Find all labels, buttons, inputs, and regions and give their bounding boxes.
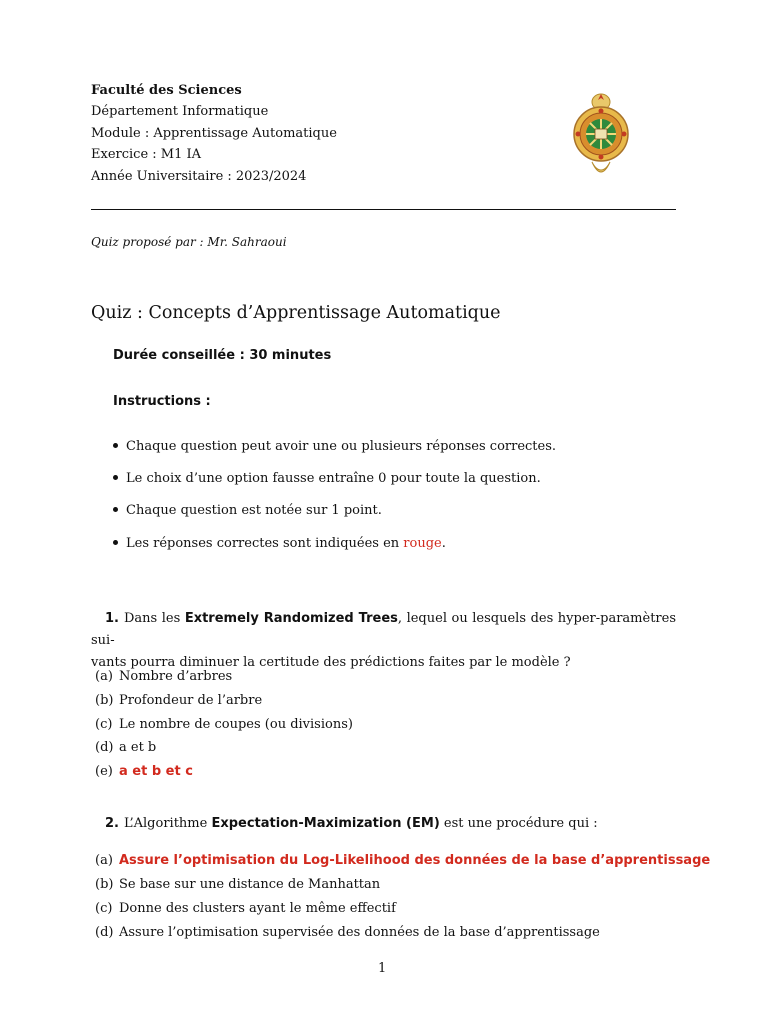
university-emblem-icon — [570, 90, 632, 182]
question-1-text: 1. Dans les Extremely Randomized Trees, lequel ou lesquels des hyper-paramètres sui- vants pourra diminuer la certitude des prédictions faites par le modèle ? — [91, 611, 676, 670]
duration: Durée conseillée : 30 minutes — [113, 348, 332, 363]
department-name: Département Informatique — [91, 104, 269, 119]
bullet-icon — [113, 507, 118, 512]
instruction-item: Chaque question peut avoir une ou plusieurs réponses correctes. — [113, 439, 556, 454]
question-2-correct-option: (a) Assure l’optimisation du Log-Likelihood des données de la base d’apprentissage — [95, 853, 711, 868]
question-1-option: (a) Nombre d’arbres — [95, 669, 233, 684]
exercise-name: Exercice : M1 IA — [91, 147, 202, 162]
bullet-icon — [113, 475, 118, 480]
question-2-option: (b) Se base sur une distance de Manhattan — [95, 877, 381, 892]
bullet-icon — [113, 443, 118, 448]
question-2-option: (c) Donne des clusters ayant le même effectif — [95, 901, 396, 916]
question-1-option: (c) Le nombre de coupes (ou divisions) — [95, 717, 353, 732]
question-1-option: (d) a et b — [95, 740, 157, 755]
question-2-keyword: Expectation-Maximization (EM) — [211, 816, 440, 831]
instruction-item: Les réponses correctes sont indiquées en rouge. — [113, 536, 446, 551]
question-2-text: 2. L’Algorithme Expectation-Maximization (EM) est une procédure qui : — [105, 816, 598, 831]
header-divider — [91, 209, 676, 210]
question-1-option: (b) Profondeur de l’arbre — [95, 693, 263, 708]
question-2-option: (d) Assure l’optimisation supervisée des données de la base d’apprentissage — [95, 925, 600, 940]
instruction-item: Chaque question est notée sur 1 point. — [113, 503, 382, 518]
question-1-correct-option: (e) a et b et c — [95, 764, 193, 779]
author-line: Quiz proposé par : Mr. Sahraoui — [91, 235, 287, 249]
instructions-heading: Instructions : — [113, 394, 211, 409]
question-1-keyword: Extremely Randomized Trees — [184, 611, 398, 626]
page-number: 1 — [378, 961, 387, 976]
bullet-icon — [113, 540, 118, 545]
red-legend: rouge — [403, 536, 442, 551]
faculty-name: Faculté des Sciences — [91, 83, 242, 98]
page-title: Quiz : Concepts d’Apprentissage Automatique — [91, 303, 501, 323]
module-name: Module : Apprentissage Automatique — [91, 126, 337, 141]
instruction-item: Le choix d’une option fausse entraîne 0 pour toute la question. — [113, 471, 541, 486]
academic-year: Année Universitaire : 2023/2024 — [91, 169, 307, 184]
